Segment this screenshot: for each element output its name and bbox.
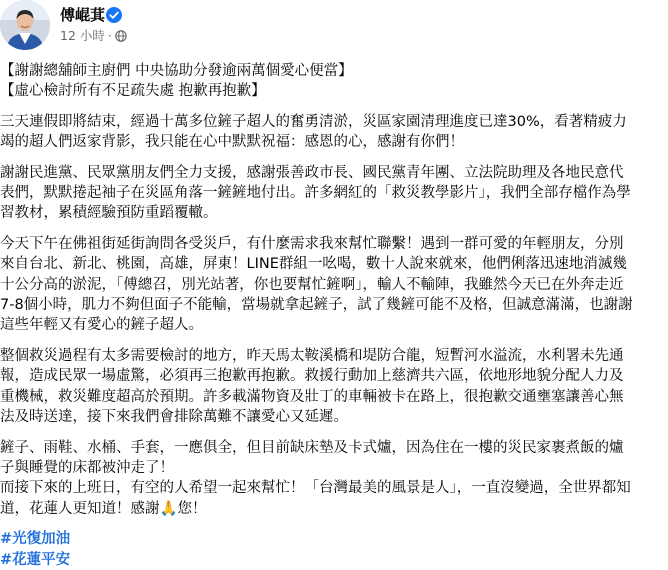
text-line: 習教材，累積經驗預防重蹈覆轍。 (0, 205, 218, 222)
hashtag-link[interactable]: #光復加油 (0, 531, 71, 548)
timestamp[interactable]: 12 小時 (60, 28, 105, 43)
text-line: 子與睡覺的床都被沖走了！ (0, 459, 174, 476)
post-meta (60, 28, 127, 44)
post-paragraph (0, 163, 668, 224)
text-line: 今天下午在佛祖街延街詢問各受災戶，有什麼需求我來幫忙聯繫！遇到一群可愛的年輕朋友，分別 (0, 235, 624, 252)
text-line: 【謝謝總舖師主廚們 中央協助分發逾兩萬個愛心便當】 (0, 63, 353, 79)
text-line: 整個救災過程有太多需要檢討的地方，昨天馬太鞍溪橋和堤防合龍，短暫河水溢流，水利署未先通 (0, 347, 624, 364)
text-line: 竭的超人們返家背影，我只能在心中默默祝福：感恩的心，感謝有你們！ (0, 134, 464, 151)
text-line: 道，花蓮人更知道！感謝🙏您！ (0, 500, 207, 517)
text-line: 報，造成民眾一場虛驚，必須再三抱歉再抱歉。救援行動加上慈濟共六區，依地形地貌分配人力及 (0, 368, 624, 385)
text-line: 重機械，救災難度超高於預期。許多載滿物資及壯丁的車輛被卡在路上，很抱歉交通壅塞讓善心無 (0, 388, 624, 405)
author-name[interactable]: 傅崐萁 (60, 6, 106, 24)
post-header (0, 0, 668, 50)
text-line: 謝謝民進黨、民眾黨朋友們全力支援，感謝張善政市長、國民黨青年團、立法院助理及各地民意代 (0, 164, 624, 181)
hashtag-link[interactable]: #花蓮平安 (0, 551, 71, 568)
text-line: 7-8個小時，肌力不夠但面子不能輸，當場就拿起鏟子，試了幾鏟可能不及格，但誠意滿滿，也謝謝 (0, 297, 633, 314)
text-line: 這些年輕又有愛心的鏟子超人。 (0, 317, 203, 334)
text-line: 鏟子、雨鞋、水桶、手套，一應俱全，但目前缺床墊及卡式爐，因為住在一樓的災民家裹煮飯的爐 (0, 439, 624, 456)
text-line: 表們，默默捲起袖子在災區角落一鏟鏟地付出。許多網紅的「救災教學影片」，我們全部存檔作為學 (0, 185, 631, 202)
text-line: 來自台北、新北、桃園，高雄，屏東！LINE群組一吆喝，數十人說來就來，他們俐落迅速地消滅幾 (0, 256, 627, 273)
verified-badge-icon (106, 7, 122, 23)
post-paragraph (0, 112, 668, 153)
profile-photo (0, 0, 50, 50)
post-paragraph-headline (0, 61, 668, 102)
text-line: 【虛心檢討所有不足疏失處 抱歉再抱歉】 (0, 83, 266, 100)
post-body (0, 61, 668, 570)
text-line: 十公分高的淤泥，「傅總召，別光站著，你也要幫忙鏟啊」，輸人不輸陣，我雖然今天已在外奔走近 (0, 276, 624, 293)
post-paragraph (0, 234, 668, 336)
avatar[interactable] (0, 0, 50, 50)
post-paragraph (0, 346, 668, 428)
meta-separator: · (107, 28, 112, 43)
text-line: 法及時送達，接下來我們會排除萬難不讓愛心又延遲。 (0, 409, 348, 426)
text-line: 而接下來的上班日，有空的人希望一起來幫忙！「台灣最美的風景是人」，一直沒變過，全世界都知 (0, 480, 631, 497)
text-line: 三天連假即將結束，經過十萬多位鏟子超人的奮勇清淤，災區家園清理進度已達30%，看著精疲力 (0, 113, 627, 130)
hashtag-list (0, 529, 668, 570)
post-paragraph (0, 438, 668, 520)
globe-icon[interactable] (115, 30, 127, 42)
